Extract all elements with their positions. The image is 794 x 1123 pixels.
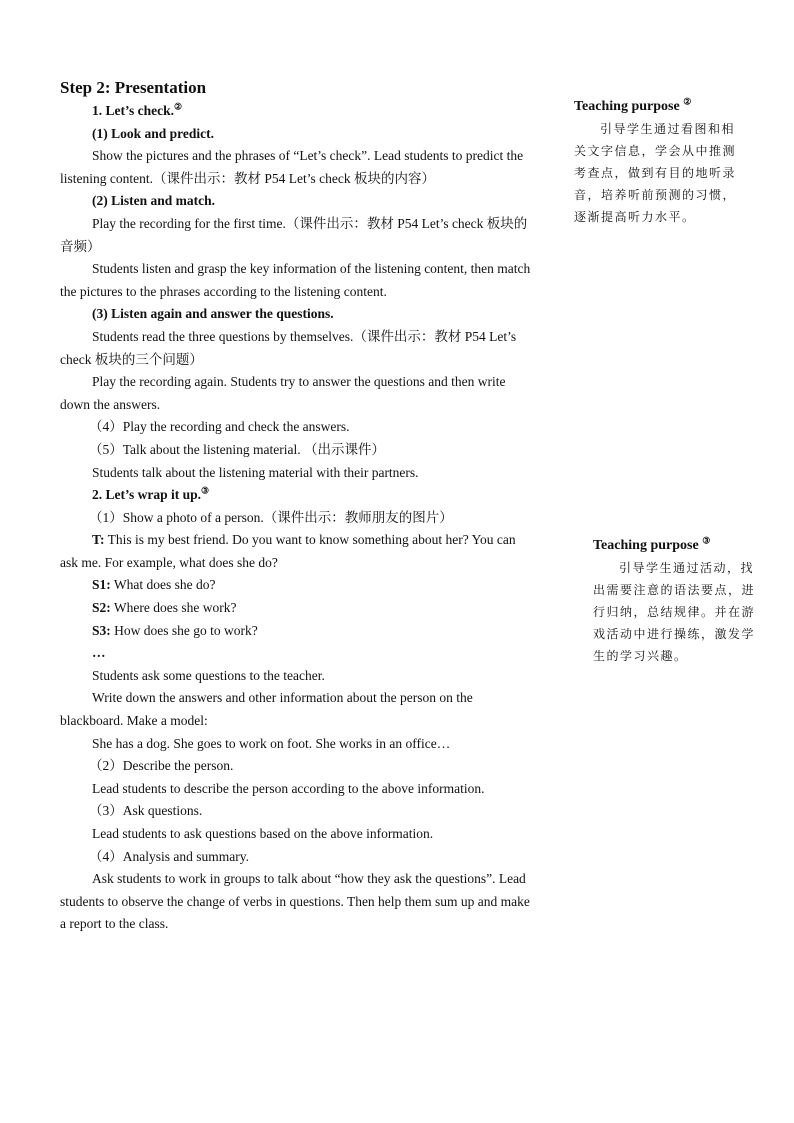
listen-again-heading: (3) Listen again and answer the questions.: [92, 306, 334, 322]
listen-match-heading: (2) Listen and match.: [92, 193, 216, 209]
speaker-label: S1:: [92, 577, 111, 593]
speaker-label: S2:: [92, 600, 111, 616]
footnote-mark: ③: [702, 535, 711, 546]
teaching-purpose-body: 引导学生通过活动，找出需要注意的语法要点，进行归纳，总结规律。并在游戏活动中进行操练，激发学生的学习兴趣。: [593, 561, 756, 663]
listen-again-text: Students read the three questions by themselves.（课件出示：教材 P54 Let’s check 板块的三个问题）: [60, 328, 517, 367]
talk-material-item: （5）Talk about the listening material. （出示课件）: [89, 441, 386, 457]
student3-line: [60, 620, 532, 643]
students-ask-text: Students ask some questions to the teacher.: [92, 667, 325, 683]
section-heading-text: 2. Let’s wrap it up.: [92, 487, 202, 503]
listen-again-text-2: Play the recording again. Students try to answer the questions and then write down the answers.: [60, 374, 506, 412]
footnote-mark: ②: [683, 96, 692, 107]
main-column: [60, 76, 532, 936]
section-heading-text: 1. Let’s check.: [92, 103, 174, 118]
dialogue-text: Where does she work?: [113, 600, 237, 616]
student2-line: [60, 597, 532, 620]
dialogue-text: What does she do?: [113, 577, 216, 593]
talk-material-text: Students talk about the listening material with their partners.: [92, 464, 419, 480]
footnote-mark: ②: [173, 101, 183, 112]
ellipsis: …: [92, 645, 106, 661]
teaching-purpose-title: [574, 96, 744, 118]
describe-text: Lead students to describe the person according to the above information.: [92, 780, 485, 796]
teaching-purpose-note-2: [593, 535, 763, 667]
write-down-text: Write down the answers and other information about the person on the blackboard. Make a model:: [60, 690, 473, 729]
check-answers-item: （4）Play the recording and check the answers.: [89, 419, 350, 435]
section-heading-wrap-up: [60, 484, 532, 507]
analysis-item: （4）Analysis and summary.: [89, 848, 249, 864]
teacher-line: [60, 529, 532, 574]
look-predict-text: Show the pictures and the phrases of “Let’s check”. Lead students to predict the listening content.（课件出示：教材 P54 Let’s check 板块的内容）: [60, 148, 524, 186]
teaching-purpose-body: 引导学生通过看图和相关文字信息，学会从中推测考查点，做到有目的地听录音，培养听前预测的习惯，逐渐提高听力水平。: [574, 122, 737, 224]
ask-questions-text: Lead students to ask questions based on the above information.: [92, 826, 434, 841]
teaching-purpose-label: Teaching purpose: [593, 538, 699, 553]
section-heading-lets-check: [60, 100, 532, 123]
ask-questions-item: （3）Ask questions.: [89, 803, 203, 819]
teaching-purpose-title: [593, 535, 763, 557]
dialogue-text: How does she go to work?: [114, 622, 258, 638]
model-text: She has a dog. She goes to work on foot. She works in an office…: [92, 735, 451, 751]
listen-match-text: Play the recording for the first time.（课件出示：教材 P54 Let’s check 板块的音频）: [60, 215, 528, 254]
listen-match-text-2: Students listen and grasp the key information of the listening content, then match the pictures to the phrases according to the listening content.: [60, 261, 531, 299]
step-title: Step 2: Presentation: [60, 78, 207, 97]
analysis-text: Ask students to work in groups to talk about “how they ask the questions”. Lead students to observe the change of verbs in questions. Then help them sum up and make a report to the class.: [60, 871, 530, 932]
describe-item: （2）Describe the person.: [89, 758, 234, 774]
footnote-mark: ③: [201, 485, 210, 496]
teaching-purpose-note-1: [574, 96, 744, 228]
look-predict-heading: (1) Look and predict.: [92, 125, 215, 141]
dialogue-text: This is my best friend. Do you want to know something about her? You can ask me. For example, what does she do?: [60, 532, 516, 570]
speaker-label: S3:: [92, 622, 111, 638]
show-photo-item: （1）Show a photo of a person.（课件出示：教师朋友的图片）: [89, 509, 453, 525]
student1-line: [60, 574, 532, 597]
speaker-label: T:: [92, 532, 105, 548]
teaching-purpose-label: Teaching purpose: [574, 99, 680, 114]
